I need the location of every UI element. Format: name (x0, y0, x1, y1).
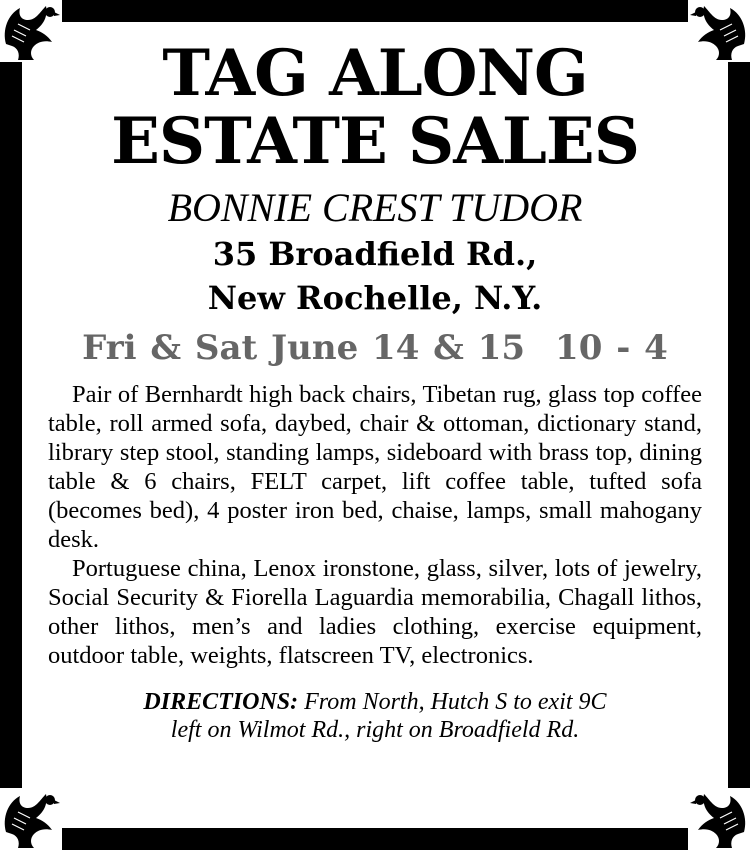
border-right (728, 62, 750, 788)
address-line-2: New Rochelle, N.Y. (207, 279, 543, 317)
sale-dates (40, 326, 710, 370)
item-paragraph-1: Pair of Bernhardt high back chairs, Tibetan rug, glass top coffee table, roll armed sofa, daybed, chair & ottoman, dictionary stand, library step stool, standing lamps, sideboard with brass top, dining table & 6 chairs, FELT carpet, lift coffee table, tufted sofa (becomes bed), 4 poster iron bed, chaise, lamps, small mahogany desk. (48, 381, 702, 553)
sale-days: Fri & Sat June 14 & 15 (82, 328, 526, 368)
border-left (0, 62, 22, 788)
address (40, 232, 710, 320)
directions-label: DIRECTIONS: (143, 689, 299, 715)
border-top (62, 0, 688, 22)
sale-hours: 10 - 4 (555, 328, 668, 368)
title-line-2: ESTATE SALES (111, 104, 639, 179)
title-line-1: TAG ALONG (162, 36, 588, 111)
eagle-icon (688, 788, 750, 850)
directions (40, 688, 710, 744)
ad-content (40, 32, 710, 744)
directions-line-1: From North, Hutch S to exit 9C (304, 689, 607, 715)
item-paragraph-2: Portuguese china, Lenox ironstone, glass, silver, lots of jewelry, Social Security & Fiorella Laguardia memorabilia, Chagall lithos, other lithos, men’s and ladies clothing, exercise equipment, outdoor table, weights, flatscreen TV, electronics. (48, 555, 702, 669)
address-line-1: 35 Broadfield Rd., (212, 235, 538, 273)
eagle-icon (0, 788, 62, 850)
ad-title (40, 36, 710, 179)
item-list (48, 380, 702, 670)
directions-line-2: left on Wilmot Rd., right on Broadfield Rd. (170, 717, 580, 743)
property-name: BONNIE CREST TUDOR (167, 185, 583, 230)
border-bottom (62, 828, 688, 850)
